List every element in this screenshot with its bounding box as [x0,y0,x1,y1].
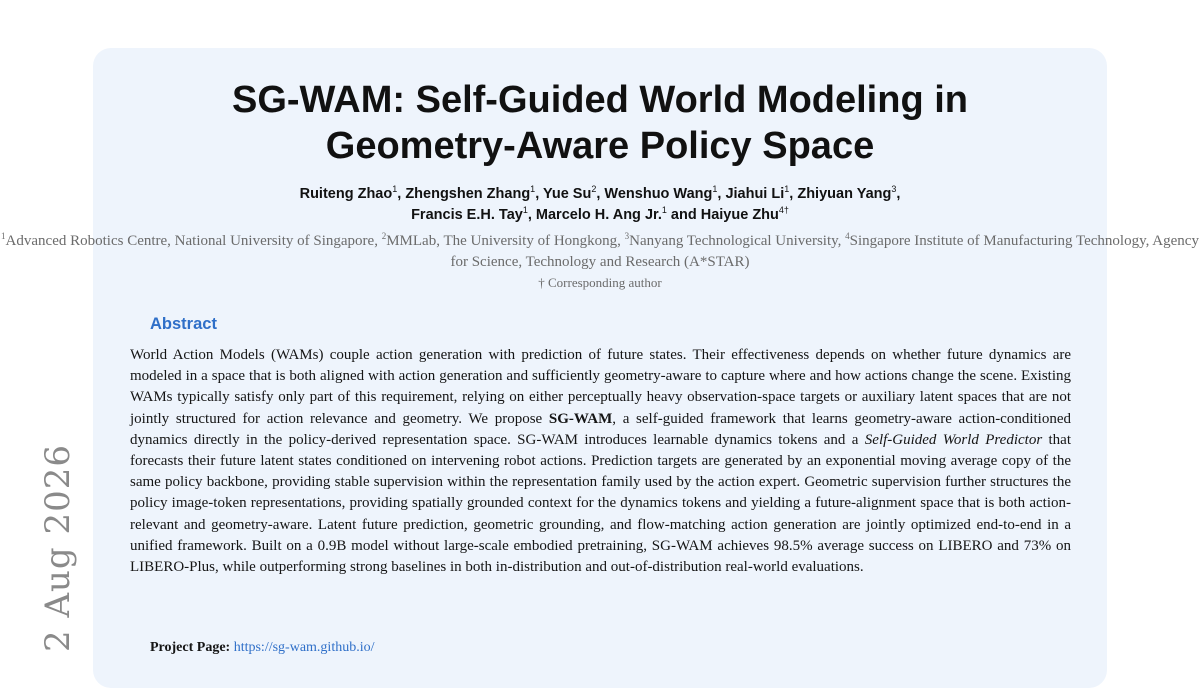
author-list [0,184,1200,226]
author-name: Marcelo H. Ang Jr. [535,207,662,223]
author-name: Yue Su [542,186,592,202]
abstract-predictor-name: Self-Guided World Predictor [864,431,1043,448]
author-affil-mark: 1 [392,184,398,195]
abstract-text: World Action Models (WAMs) couple action generation with prediction of future states. Their effectiveness depends on whether future dynamics are modeled in a space that is both aligned with action generation and sufficiently geometry-aware to capture where and how actions change the scene. Existing WAMs typically satisfy only part of this requirement, relying on either perceptually heavy observation-space targets or auxiliary latent spaces that are not jointly structured for action relevance and geometry. We propose [130,347,1071,427]
author-name: Zhiyuan Yang [797,186,892,202]
author-name: Wenshuo Wang [604,186,713,202]
abstract-text: , a self-guided framework that learns geometry-aware action-conditioned dynamics directly in the policy-derived representation space. SG-WAM introduces learnable dynamics tokens and a [130,410,1072,448]
author-name: Francis E.H. Tay [411,207,523,223]
affil-mark: 2 [381,231,387,241]
author-name: Haiyue Zhu [700,207,779,223]
project-page-label: Project Page: [150,640,231,655]
abstract-heading: Abstract [150,315,217,333]
author-affil-mark: 2 [591,184,597,195]
affil-mark: 3 [624,231,630,241]
affil-mark: 1 [1,231,6,241]
abstract-body [130,345,1071,578]
corresponding-author-note: † Corresponding author [538,275,662,290]
author-name: Ruiteng Zhao [299,186,393,202]
author-conjunction: and [670,207,697,223]
author-name: Jiahui Li [725,186,785,202]
author-affil-mark: 1 [661,205,667,216]
project-page-link[interactable]: https://sg-wam.github.io/ [233,640,375,655]
author-line-1: Ruiteng Zhao$^1$, Zhengshen Zhang$^1$, Yue Su$^2$, Wenshuo Wang$^1$, Jiahui Li$^1$, Zhiyuan Yang$^3$, [299,184,901,202]
affiliation: Singapore Institute of Manufacturing Technology, Agency for Science, Technology and Research (A*STAR) [450,233,1199,270]
author-name: Zhengshen Zhang [405,186,531,202]
author-line-2: Francis E.H. Tay$^1$, Marcelo H. Ang Jr.$^1$ and Haiyue Zhu$^{4\dagger}$ [411,205,789,223]
author-affil-mark: 1 [712,184,718,195]
author-affil-mark: 1 [784,184,790,195]
project-page [150,640,374,656]
author-affil-mark: 1 [522,205,528,216]
affil-line-1 [0,231,1200,273]
abstract-model-name: SG-WAM [548,410,613,427]
title-line-1: SG-WAM: Self-Guided World Modeling in [231,79,968,121]
abstract-text: that forecasts their future latent states conditioned on intervening robot actions. Prediction targets are generated by an exponential moving average copy of the same policy backbone, providing stable supervision within the representation family used by the action expert. Geometric supervision further structures the policy image-token representations, providing spatially grounded context for the dynamics tokens and yielding a future-alignment space that is both action-relevant and geometry-aware. Latent future prediction, geometric grounding, and flow-matching action generation are jointly optimized end-to-end in a unified framework. Built on a 0.9B model without large-scale embodied pretraining, SG-WAM achieves 98.5% average success on LIBERO and 73% on LIBERO-Plus, while outperforming strong baselines in both in-distribution and out-of-distribution real-world evaluations. [130,431,1072,576]
paper-title [0,77,1200,169]
affiliation: MMLab, The University of Hongkong, [386,233,621,249]
affiliation: Nanyang Technological University, [629,233,842,249]
title-line-2: Geometry-Aware Policy Space [325,125,875,167]
author-affil-mark: 1 [530,184,536,195]
affiliation: Advanced Robotics Centre, National University of Singapore, [5,233,378,249]
author-affil-mark: 4† [778,205,789,216]
affil-mark: 4 [845,231,850,241]
affiliations [0,231,1200,273]
arxiv-date-stamp: 2 Aug 2026 [38,444,78,652]
author-affil-mark: 3 [891,184,897,195]
